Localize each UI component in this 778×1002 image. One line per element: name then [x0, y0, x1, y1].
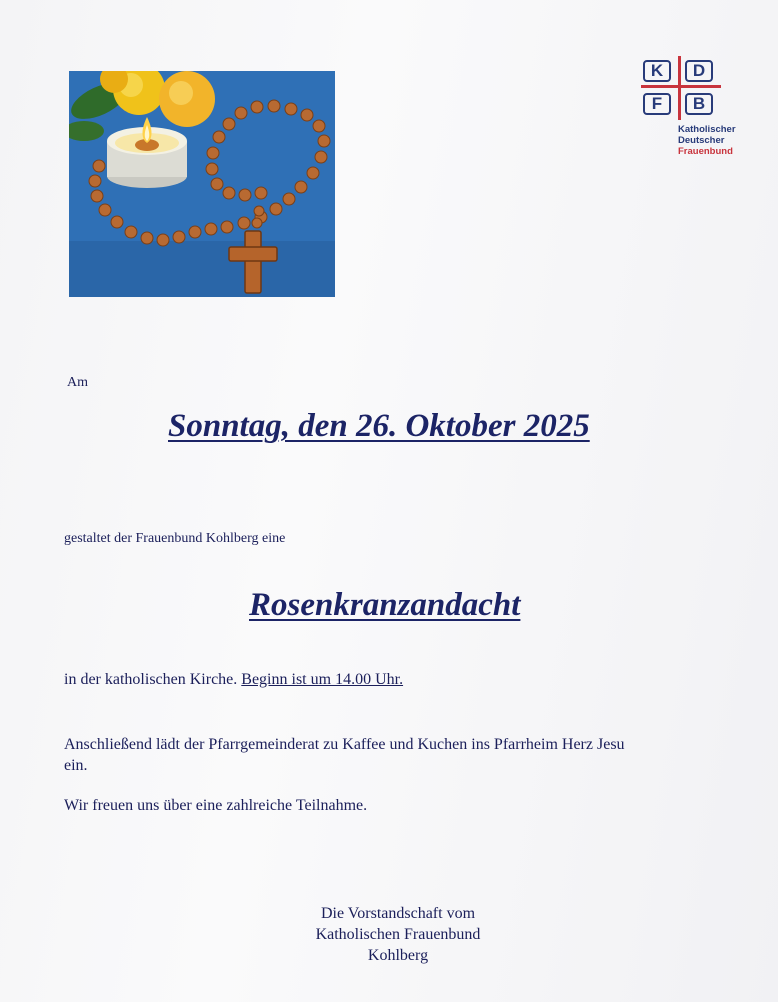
logo-cross-horizontal [641, 85, 721, 88]
logo-letter-b: B [685, 93, 713, 115]
kdfb-logo-grid [641, 58, 715, 116]
invite-line-1: Anschließend lädt der Pfarrgemeinderat zu Kaffee und Kuchen ins Pfarrheim Herz Jesu [64, 736, 625, 753]
rosary-candle-photo [69, 71, 335, 297]
intro-text: Am [67, 375, 88, 390]
logo-letter-k: K [643, 60, 671, 82]
organizer-line: gestaltet der Frauenbund Kohlberg eine [64, 531, 286, 546]
location-line [64, 671, 403, 689]
signature-line-3: Kohlberg [367, 947, 429, 964]
start-time-text: Beginn ist um 14.00 Uhr. [241, 671, 404, 688]
event-date-heading: Sonntag, den 26. Oktober 2025 [168, 408, 590, 444]
logo-letter-d: D [685, 60, 713, 82]
logo-line-deutscher: Deutscher [678, 135, 725, 146]
signature-line-1: Die Vorstandschaft vom [320, 905, 476, 922]
rosary-candle-illustration [69, 71, 335, 297]
location-text: in der katholischen Kirche. [64, 671, 238, 688]
kdfb-logo [638, 56, 748, 156]
logo-wordmark [678, 124, 750, 157]
logo-line-frauenbund: Frauenbund [678, 146, 733, 157]
event-title-heading: Rosenkranzandacht [249, 587, 521, 623]
signature-line-2: Katholischen Frauenbund [315, 926, 481, 943]
logo-letter-f: F [643, 93, 671, 115]
logo-cross-vertical [678, 56, 681, 120]
closing-line: Wir freuen uns über eine zahlreiche Teilnahme. [64, 797, 368, 814]
logo-line-katholischer: Katholischer [678, 124, 736, 135]
invite-line-2: ein. [64, 757, 88, 774]
